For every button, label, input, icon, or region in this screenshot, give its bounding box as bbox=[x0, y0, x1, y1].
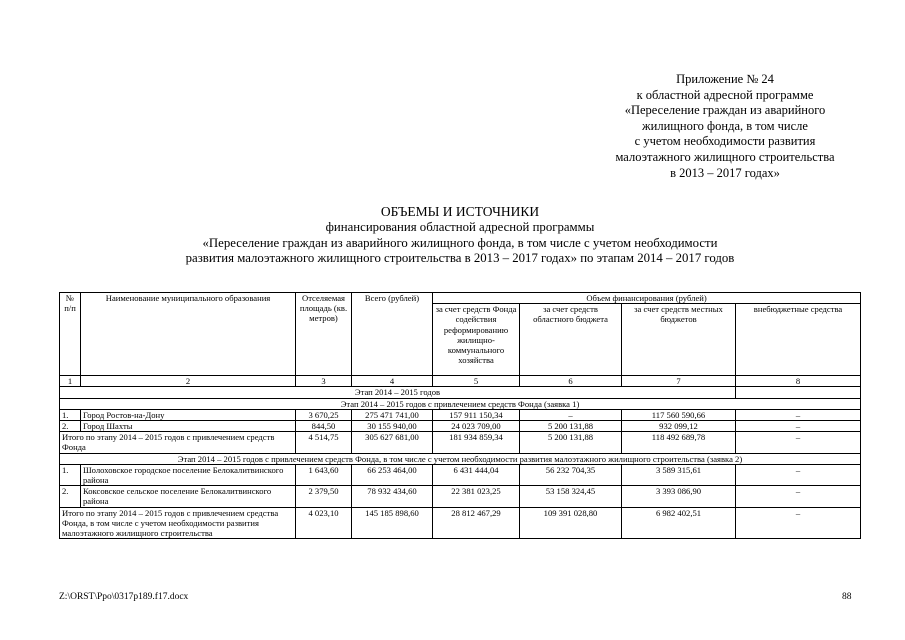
row-total: 78 932 434,60 bbox=[352, 486, 433, 507]
header-fund: за счет средств Фонда содействия реформированию жилищно-коммунального хозяйства bbox=[433, 304, 520, 376]
subtotal-local: 6 982 402,51 bbox=[622, 507, 736, 539]
subtotal-fund: 28 812 467,29 bbox=[433, 507, 520, 539]
row-area: 2 379,50 bbox=[296, 486, 352, 507]
row-name: Коксовское сельское поселение Белокалитвинского района bbox=[81, 486, 296, 507]
row-local: 932 099,12 bbox=[622, 421, 736, 432]
stage-title: Этап 2014 – 2015 годов bbox=[60, 387, 736, 398]
appendix-line: к областной адресной программе bbox=[636, 87, 814, 102]
appendix-line: «Переселение граждан из аварийного bbox=[624, 103, 826, 118]
row-fund: 6 431 444,04 bbox=[433, 464, 520, 485]
header-total: Всего (рублей) bbox=[352, 293, 433, 376]
row-fund: 24 023 709,00 bbox=[433, 421, 520, 432]
heading-line: финансирования областной адресной программы bbox=[325, 219, 595, 234]
file-path: Z:\ORST\Ppo\0317p189.f17.docx bbox=[59, 592, 189, 602]
row-total: 275 471 741,00 bbox=[352, 409, 433, 420]
subtotal-row bbox=[60, 432, 861, 453]
row-regional: – bbox=[520, 409, 622, 420]
subtotal-total: 305 627 681,00 bbox=[352, 432, 433, 453]
row-local: 117 560 590,66 bbox=[622, 409, 736, 420]
substage-title: Этап 2014 – 2015 годов с привлечением средств Фонда, в том числе с учетом необходимости развития малоэтажного жилищного строительства (заявка 2) bbox=[60, 453, 861, 464]
row-name: Город Ростов-на-Дону bbox=[81, 409, 296, 420]
financing-table bbox=[59, 292, 861, 539]
subtotal-fund: 181 934 859,34 bbox=[433, 432, 520, 453]
row-area: 3 670,25 bbox=[296, 409, 352, 420]
subtotal-label: Итого по этапу 2014 – 2015 годов с привлечением средства Фонда, в том числе с учетом необходимости развития малоэтажного жилищного строительства bbox=[60, 507, 296, 539]
row-fund: 157 911 150,34 bbox=[433, 409, 520, 420]
row-regional: 53 158 324,45 bbox=[520, 486, 622, 507]
appendix-line: малоэтажного жилищного строительства bbox=[615, 149, 835, 164]
table-row bbox=[60, 464, 861, 485]
stage-empty-cell bbox=[736, 387, 861, 398]
header-volume: Объем финансирования (рублей) bbox=[433, 293, 861, 304]
row-num: 1. bbox=[60, 464, 81, 485]
table-row bbox=[60, 409, 861, 420]
subtotal-extra: – bbox=[736, 432, 861, 453]
row-regional: 5 200 131,88 bbox=[520, 421, 622, 432]
subtotal-area: 4 514,75 bbox=[296, 432, 352, 453]
appendix-line: в 2013 – 2017 годах» bbox=[670, 165, 780, 180]
document-title: ОБЪЕМЫ И ИСТОЧНИКИ bbox=[380, 204, 540, 219]
row-num: 1. bbox=[60, 409, 81, 420]
header-row bbox=[60, 293, 861, 304]
heading-line: «Переселение граждан из аварийного жилищного фонда, в том числе с учетом необходимости bbox=[202, 235, 718, 250]
row-num: 2. bbox=[60, 486, 81, 507]
row-extra: – bbox=[736, 421, 861, 432]
header-local: за счет средств местных бюджетов bbox=[622, 304, 736, 376]
subtotal-extra: – bbox=[736, 507, 861, 539]
row-regional: 56 232 704,35 bbox=[520, 464, 622, 485]
index-cell: 1 bbox=[60, 376, 81, 387]
page-number: 88 bbox=[842, 592, 852, 602]
row-total: 66 253 464,00 bbox=[352, 464, 433, 485]
subtotal-label: Итого по этапу 2014 – 2015 годов с привлечением средств Фонда bbox=[60, 432, 296, 453]
row-num: 2. bbox=[60, 421, 81, 432]
subtotal-regional: 109 391 028,80 bbox=[520, 507, 622, 539]
row-total: 30 155 940,00 bbox=[352, 421, 433, 432]
appendix-line: Приложение № 24 bbox=[676, 72, 774, 86]
stage-row bbox=[60, 387, 861, 398]
heading-line: развития малоэтажного жилищного строительства в 2013 – 2017 годах» по этапам 2014 – 2017 годов bbox=[185, 251, 735, 266]
appendix-block bbox=[560, 72, 890, 181]
index-cell: 7 bbox=[622, 376, 736, 387]
substage-row bbox=[60, 398, 861, 409]
index-cell: 4 bbox=[352, 376, 433, 387]
index-cell: 6 bbox=[520, 376, 622, 387]
subtotal-row bbox=[60, 507, 861, 539]
index-cell: 8 bbox=[736, 376, 861, 387]
subtotal-regional: 5 200 131,88 bbox=[520, 432, 622, 453]
row-area: 844,50 bbox=[296, 421, 352, 432]
row-area: 1 643,60 bbox=[296, 464, 352, 485]
row-extra: – bbox=[736, 464, 861, 485]
row-extra: – bbox=[736, 486, 861, 507]
subtotal-area: 4 023,10 bbox=[296, 507, 352, 539]
appendix-line: жилищного фонда, в том числе bbox=[642, 118, 808, 133]
subtotal-total: 145 185 898,60 bbox=[352, 507, 433, 539]
row-local: 3 393 086,90 bbox=[622, 486, 736, 507]
row-name: Шолоховское городское поселение Белокалитвинского района bbox=[81, 464, 296, 485]
header-num: № п/п bbox=[60, 293, 81, 376]
index-cell: 2 bbox=[81, 376, 296, 387]
subtotal-local: 118 492 689,78 bbox=[622, 432, 736, 453]
row-extra: – bbox=[736, 409, 861, 420]
index-cell: 5 bbox=[433, 376, 520, 387]
row-fund: 22 381 023,25 bbox=[433, 486, 520, 507]
table-row bbox=[60, 486, 861, 507]
row-name: Город Шахты bbox=[81, 421, 296, 432]
substage-row bbox=[60, 453, 861, 464]
index-row bbox=[60, 376, 861, 387]
table-row bbox=[60, 421, 861, 432]
appendix-line: с учетом необходимости развития bbox=[634, 134, 816, 149]
substage-title: Этап 2014 – 2015 годов с привлечением средств Фонда (заявка 1) bbox=[60, 398, 861, 409]
row-local: 3 589 315,61 bbox=[622, 464, 736, 485]
document-heading bbox=[40, 204, 880, 267]
header-regional: за счет средств областного бюджета bbox=[520, 304, 622, 376]
index-cell: 3 bbox=[296, 376, 352, 387]
header-name: Наименование муниципального образования bbox=[81, 293, 296, 376]
header-area: Отселяемая площадь (кв. метров) bbox=[296, 293, 352, 376]
header-extra: внебюджетные средства bbox=[736, 304, 861, 376]
